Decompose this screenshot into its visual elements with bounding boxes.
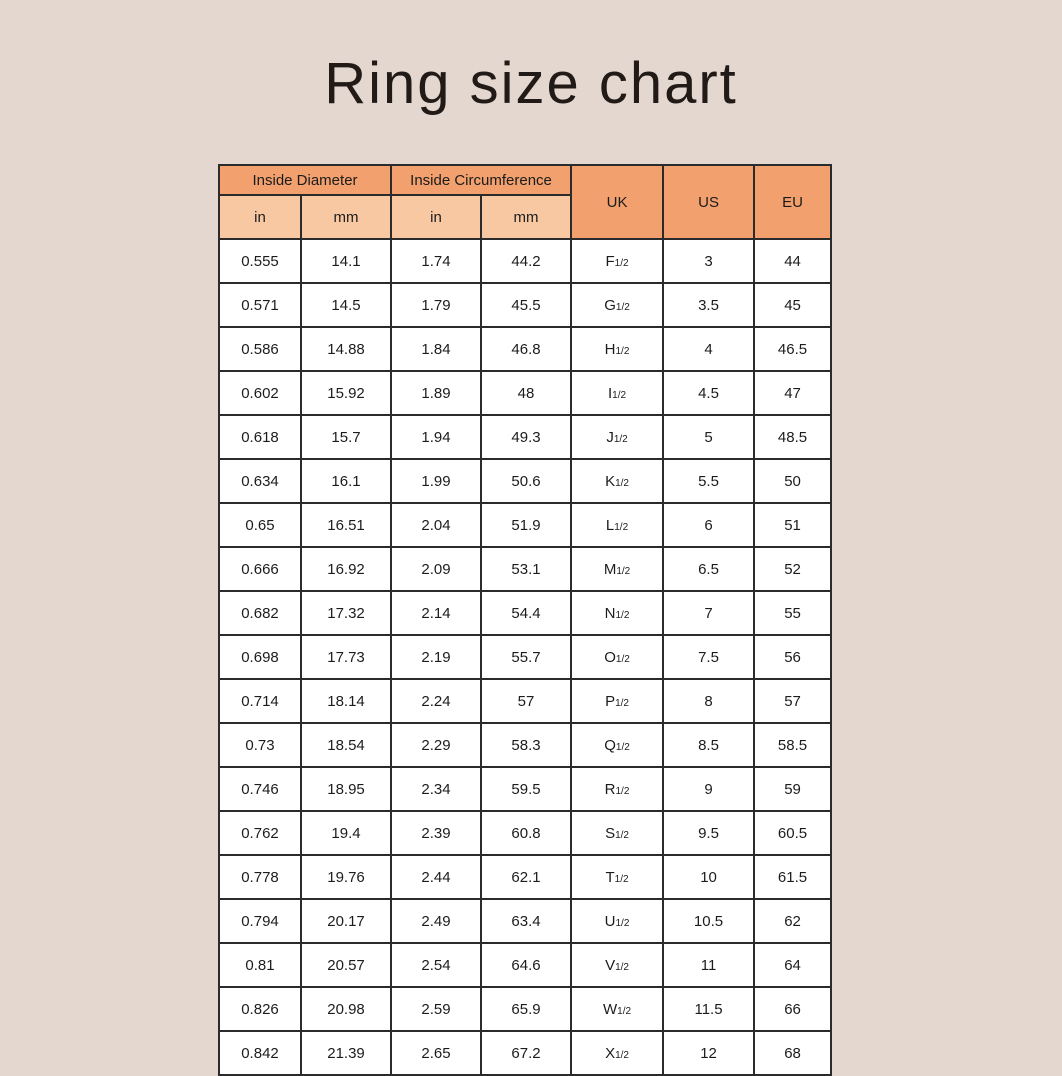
uk-size-letter: K <box>605 472 616 490</box>
cell-circumference-mm: 64.6 <box>481 943 571 987</box>
cell-circumference-mm: 59.5 <box>481 767 571 811</box>
cell-uk-size <box>571 415 663 459</box>
uk-size-fraction: 1/2 <box>615 301 630 313</box>
cell-diameter-in: 0.618 <box>219 415 301 459</box>
cell-diameter-mm: 15.7 <box>301 415 391 459</box>
cell-circumference-mm: 62.1 <box>481 855 571 899</box>
cell-eu-size: 44 <box>754 239 831 283</box>
table-row <box>219 635 831 679</box>
cell-uk-size <box>571 547 663 591</box>
cell-diameter-mm: 16.1 <box>301 459 391 503</box>
cell-diameter-in: 0.842 <box>219 1031 301 1075</box>
table-row <box>219 987 831 1031</box>
cell-circumference-mm: 49.3 <box>481 415 571 459</box>
cell-circumference-in: 2.04 <box>391 503 481 547</box>
cell-uk-size <box>571 283 663 327</box>
cell-eu-size: 60.5 <box>754 811 831 855</box>
uk-size-letter: M <box>603 560 617 578</box>
cell-eu-size: 59 <box>754 767 831 811</box>
cell-us-size: 7 <box>663 591 754 635</box>
cell-diameter-in: 0.698 <box>219 635 301 679</box>
uk-size-letter: F <box>605 252 615 270</box>
table-row <box>219 283 831 327</box>
cell-diameter-mm: 20.17 <box>301 899 391 943</box>
cell-circumference-mm: 65.9 <box>481 987 571 1031</box>
cell-diameter-mm: 17.32 <box>301 591 391 635</box>
table-row <box>219 899 831 943</box>
cell-diameter-mm: 20.98 <box>301 987 391 1031</box>
cell-eu-size: 46.5 <box>754 327 831 371</box>
table-row <box>219 327 831 371</box>
uk-size-fraction: 1/2 <box>614 257 629 269</box>
column-header-us: US <box>663 165 754 239</box>
uk-size-letter: L <box>605 516 615 534</box>
cell-diameter-in: 0.571 <box>219 283 301 327</box>
cell-eu-size: 58.5 <box>754 723 831 767</box>
cell-circumference-in: 2.19 <box>391 635 481 679</box>
cell-diameter-in: 0.682 <box>219 591 301 635</box>
uk-size-fraction: 1/2 <box>615 741 630 753</box>
group-header-row <box>219 165 831 195</box>
cell-us-size: 8.5 <box>663 723 754 767</box>
cell-diameter-in: 0.555 <box>219 239 301 283</box>
uk-size-fraction: 1/2 <box>615 961 629 973</box>
uk-size-fraction: 1/2 <box>612 389 627 401</box>
group-header-inside-diameter: Inside Diameter <box>219 165 391 195</box>
uk-size-fraction: 1/2 <box>617 1005 632 1017</box>
cell-eu-size: 64 <box>754 943 831 987</box>
table-row <box>219 855 831 899</box>
table-row <box>219 811 831 855</box>
cell-uk-size <box>571 1031 663 1075</box>
uk-size-fraction: 1/2 <box>615 829 629 841</box>
uk-size-fraction: 1/2 <box>613 433 628 445</box>
cell-eu-size: 62 <box>754 899 831 943</box>
cell-uk-size <box>571 811 663 855</box>
cell-diameter-mm: 14.88 <box>301 327 391 371</box>
cell-diameter-mm: 20.57 <box>301 943 391 987</box>
cell-diameter-mm: 14.5 <box>301 283 391 327</box>
cell-diameter-mm: 21.39 <box>301 1031 391 1075</box>
cell-diameter-mm: 18.95 <box>301 767 391 811</box>
cell-eu-size: 55 <box>754 591 831 635</box>
cell-uk-size <box>571 327 663 371</box>
cell-circumference-mm: 54.4 <box>481 591 571 635</box>
cell-eu-size: 45 <box>754 283 831 327</box>
uk-size-letter: U <box>604 912 616 930</box>
uk-size-letter: V <box>605 956 616 974</box>
cell-diameter-mm: 17.73 <box>301 635 391 679</box>
table-row <box>219 723 831 767</box>
uk-size-fraction: 1/2 <box>614 873 629 885</box>
cell-us-size: 4.5 <box>663 371 754 415</box>
table-row <box>219 679 831 723</box>
cell-uk-size <box>571 591 663 635</box>
uk-size-fraction: 1/2 <box>615 477 629 489</box>
cell-eu-size: 47 <box>754 371 831 415</box>
cell-us-size: 11.5 <box>663 987 754 1031</box>
ring-size-table <box>218 164 832 1076</box>
uk-size-letter: T <box>605 868 615 886</box>
uk-size-letter: P <box>605 692 616 710</box>
cell-us-size: 11 <box>663 943 754 987</box>
cell-circumference-mm: 50.6 <box>481 459 571 503</box>
table-row <box>219 591 831 635</box>
table-row <box>219 371 831 415</box>
cell-us-size: 7.5 <box>663 635 754 679</box>
uk-size-fraction: 1/2 <box>614 521 629 533</box>
cell-eu-size: 50 <box>754 459 831 503</box>
uk-size-letter: R <box>604 780 616 798</box>
cell-circumference-in: 2.44 <box>391 855 481 899</box>
cell-circumference-mm: 53.1 <box>481 547 571 591</box>
cell-circumference-in: 1.99 <box>391 459 481 503</box>
cell-circumference-in: 1.89 <box>391 371 481 415</box>
cell-diameter-mm: 15.92 <box>301 371 391 415</box>
page-title: Ring size chart <box>324 51 738 116</box>
cell-circumference-mm: 55.7 <box>481 635 571 679</box>
uk-size-fraction: 1/2 <box>615 917 630 929</box>
cell-circumference-mm: 51.9 <box>481 503 571 547</box>
cell-diameter-in: 0.81 <box>219 943 301 987</box>
cell-diameter-mm: 16.92 <box>301 547 391 591</box>
cell-diameter-in: 0.746 <box>219 767 301 811</box>
uk-size-fraction: 1/2 <box>615 345 630 357</box>
uk-size-fraction: 1/2 <box>615 609 630 621</box>
uk-size-letter: I <box>607 384 613 402</box>
cell-diameter-mm: 18.14 <box>301 679 391 723</box>
cell-us-size: 6.5 <box>663 547 754 591</box>
cell-circumference-in: 2.29 <box>391 723 481 767</box>
cell-uk-size <box>571 679 663 723</box>
cell-us-size: 4 <box>663 327 754 371</box>
cell-us-size: 10 <box>663 855 754 899</box>
uk-size-fraction: 1/2 <box>615 653 630 665</box>
cell-diameter-in: 0.65 <box>219 503 301 547</box>
cell-diameter-in: 0.778 <box>219 855 301 899</box>
column-header-eu: EU <box>754 165 831 239</box>
cell-eu-size: 61.5 <box>754 855 831 899</box>
cell-diameter-in: 0.666 <box>219 547 301 591</box>
cell-circumference-mm: 60.8 <box>481 811 571 855</box>
cell-us-size: 5 <box>663 415 754 459</box>
cell-eu-size: 52 <box>754 547 831 591</box>
cell-us-size: 9.5 <box>663 811 754 855</box>
cell-uk-size <box>571 239 663 283</box>
cell-uk-size <box>571 767 663 811</box>
table-row <box>219 767 831 811</box>
cell-us-size: 5.5 <box>663 459 754 503</box>
unit-header-diameter-in: in <box>219 195 301 239</box>
unit-header-diameter-mm: mm <box>301 195 391 239</box>
cell-eu-size: 56 <box>754 635 831 679</box>
table-body <box>219 239 831 1075</box>
table-row <box>219 415 831 459</box>
cell-diameter-mm: 18.54 <box>301 723 391 767</box>
cell-uk-size <box>571 987 663 1031</box>
cell-diameter-in: 0.586 <box>219 327 301 371</box>
cell-diameter-mm: 16.51 <box>301 503 391 547</box>
cell-circumference-mm: 63.4 <box>481 899 571 943</box>
cell-uk-size <box>571 635 663 679</box>
cell-us-size: 3 <box>663 239 754 283</box>
group-header-inside-circumference: Inside Circumference <box>391 165 571 195</box>
cell-us-size: 8 <box>663 679 754 723</box>
uk-size-letter: W <box>602 1000 618 1018</box>
cell-uk-size <box>571 371 663 415</box>
cell-circumference-mm: 48 <box>481 371 571 415</box>
cell-uk-size <box>571 503 663 547</box>
uk-size-fraction: 1/2 <box>615 785 630 797</box>
cell-circumference-in: 2.09 <box>391 547 481 591</box>
table-row <box>219 503 831 547</box>
table-row <box>219 459 831 503</box>
cell-circumference-in: 1.74 <box>391 239 481 283</box>
cell-us-size: 9 <box>663 767 754 811</box>
cell-diameter-in: 0.714 <box>219 679 301 723</box>
cell-eu-size: 57 <box>754 679 831 723</box>
cell-us-size: 6 <box>663 503 754 547</box>
cell-uk-size <box>571 459 663 503</box>
unit-header-circumference-in: in <box>391 195 481 239</box>
uk-size-letter: O <box>604 648 616 666</box>
uk-size-letter: N <box>604 604 616 622</box>
cell-diameter-in: 0.73 <box>219 723 301 767</box>
cell-circumference-in: 2.39 <box>391 811 481 855</box>
cell-circumference-mm: 46.8 <box>481 327 571 371</box>
cell-circumference-in: 2.59 <box>391 987 481 1031</box>
uk-size-fraction: 1/2 <box>615 697 629 709</box>
cell-us-size: 10.5 <box>663 899 754 943</box>
uk-size-letter: X <box>605 1044 616 1062</box>
cell-circumference-in: 2.24 <box>391 679 481 723</box>
cell-uk-size <box>571 943 663 987</box>
cell-diameter-in: 0.762 <box>219 811 301 855</box>
cell-eu-size: 66 <box>754 987 831 1031</box>
cell-circumference-mm: 45.5 <box>481 283 571 327</box>
cell-circumference-in: 1.84 <box>391 327 481 371</box>
cell-us-size: 12 <box>663 1031 754 1075</box>
cell-circumference-mm: 44.2 <box>481 239 571 283</box>
cell-circumference-in: 2.65 <box>391 1031 481 1075</box>
cell-uk-size <box>571 723 663 767</box>
uk-size-letter: H <box>604 340 616 358</box>
uk-size-letter: Q <box>604 736 616 754</box>
cell-circumference-mm: 57 <box>481 679 571 723</box>
table-row <box>219 1031 831 1075</box>
cell-circumference-in: 1.94 <box>391 415 481 459</box>
cell-eu-size: 51 <box>754 503 831 547</box>
unit-header-circumference-mm: mm <box>481 195 571 239</box>
cell-circumference-in: 2.14 <box>391 591 481 635</box>
cell-diameter-in: 0.794 <box>219 899 301 943</box>
cell-us-size: 3.5 <box>663 283 754 327</box>
cell-diameter-in: 0.602 <box>219 371 301 415</box>
table-header <box>219 165 831 239</box>
cell-circumference-in: 2.34 <box>391 767 481 811</box>
table-row <box>219 943 831 987</box>
cell-diameter-mm: 19.76 <box>301 855 391 899</box>
cell-circumference-in: 2.54 <box>391 943 481 987</box>
column-header-uk: UK <box>571 165 663 239</box>
cell-circumference-mm: 58.3 <box>481 723 571 767</box>
cell-diameter-in: 0.826 <box>219 987 301 1031</box>
uk-size-fraction: 1/2 <box>615 1049 629 1061</box>
cell-diameter-mm: 14.1 <box>301 239 391 283</box>
cell-diameter-in: 0.634 <box>219 459 301 503</box>
cell-circumference-in: 1.79 <box>391 283 481 327</box>
table-row <box>219 547 831 591</box>
cell-uk-size <box>571 855 663 899</box>
table-row <box>219 239 831 283</box>
cell-diameter-mm: 19.4 <box>301 811 391 855</box>
cell-eu-size: 68 <box>754 1031 831 1075</box>
uk-size-letter: S <box>605 824 616 842</box>
cell-circumference-mm: 67.2 <box>481 1031 571 1075</box>
uk-size-letter: G <box>604 296 616 314</box>
cell-uk-size <box>571 899 663 943</box>
cell-eu-size: 48.5 <box>754 415 831 459</box>
cell-circumference-in: 2.49 <box>391 899 481 943</box>
uk-size-fraction: 1/2 <box>616 565 631 577</box>
uk-size-letter: J <box>606 428 614 446</box>
